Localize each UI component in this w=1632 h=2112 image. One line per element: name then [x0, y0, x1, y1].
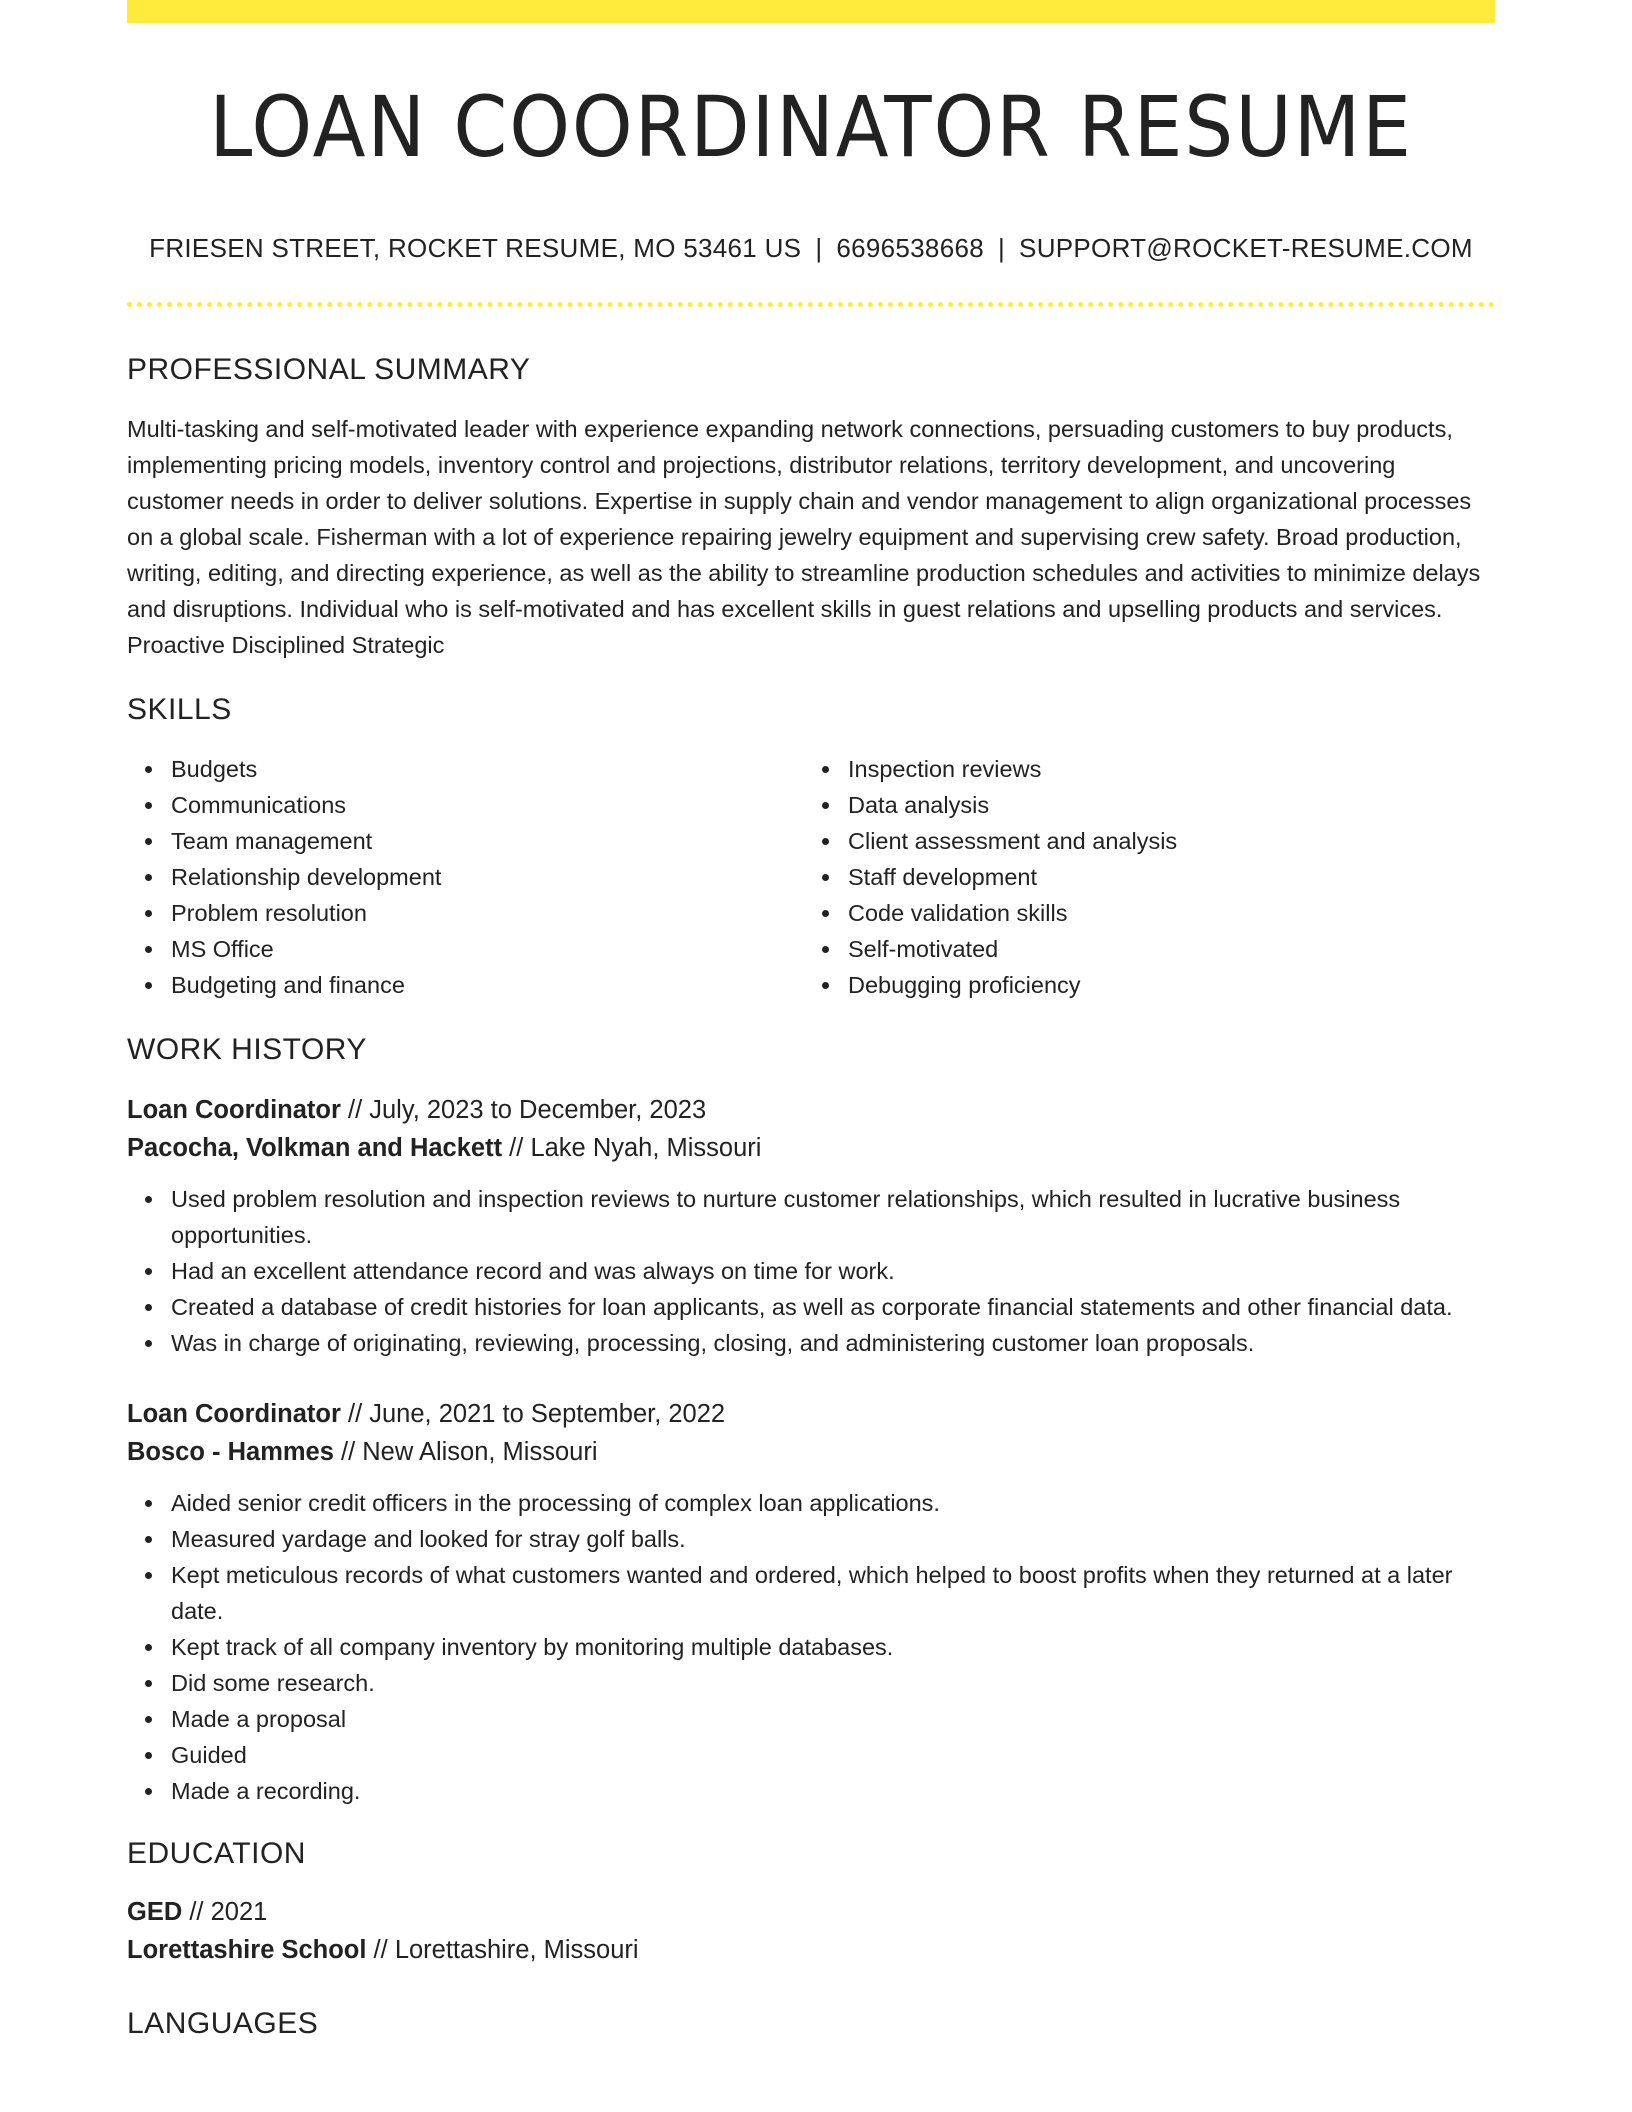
phone: 6696538668: [836, 233, 984, 263]
job-bullets: [127, 1485, 1495, 1809]
job-bullet: Created a database of credit histories for loan applicants, as well as corporate financial statements and other financial data.: [171, 1289, 1495, 1325]
separator: |: [815, 233, 823, 263]
job-bullet: Kept meticulous records of what customers wanted and ordered, which helped to boost profits when they returned at a later date.: [171, 1557, 1495, 1629]
delimiter: //: [502, 1134, 531, 1162]
education-entry: [127, 1893, 1495, 1969]
job-location: Lake Nyah, Missouri: [530, 1134, 762, 1162]
company-name: Bosco - Hammes: [127, 1438, 334, 1466]
job-bullets: [127, 1181, 1495, 1361]
company-line: [127, 1129, 1495, 1167]
accent-bar: [127, 0, 1495, 23]
resume-page: [127, 0, 1495, 2041]
job-bullet: Made a recording.: [171, 1773, 1495, 1809]
skill-item: Budgets: [171, 751, 802, 787]
languages-heading: LANGUAGES: [127, 2007, 319, 2040]
skill-item: Problem resolution: [171, 895, 802, 931]
school-line: [127, 1931, 1495, 1969]
job-bullet: Measured yardage and looked for stray golf balls.: [171, 1521, 1495, 1557]
skill-item: Debugging proficiency: [848, 967, 1477, 1003]
job-title: Loan Coordinator: [127, 1096, 341, 1124]
skill-item: Code validation skills: [848, 895, 1477, 931]
job-bullet: Used problem resolution and inspection reviews to nurture customer relationships, which resulted in lucrative business opportunities.: [171, 1181, 1495, 1253]
delimiter: //: [340, 1096, 370, 1124]
skills-heading: SKILLS: [127, 693, 232, 726]
skill-item: Team management: [171, 823, 802, 859]
skill-item: Budgeting and finance: [171, 967, 802, 1003]
job-location: New Alison, Missouri: [362, 1438, 598, 1466]
summary-text: Multi-tasking and self-motivated leader with experience expanding network connections, persuading customers to buy products, implementing pricing models, inventory control and projections, distributor relations, territory development, and uncovering customer needs in order to deliver solutions. Expertise in supply chain and vendor management to align organizational processes on a global scale. Fisherman with a lot of experience repairing jewelry equipment and supervising crew safety. Broad production, writing, editing, and directing experience, as well as the ability to streamline production schedules and activities to minimize delays and disruptions. Individual who is self-motivated and has excellent skills in guest relations and upselling products and services. Proactive Disciplined Strategic: [127, 416, 1481, 658]
graduation-year: 2021: [210, 1898, 268, 1926]
education-heading: EDUCATION: [127, 1837, 306, 1870]
job-entry: [127, 1395, 1495, 1809]
delimiter: //: [340, 1400, 370, 1428]
job-bullet: Was in charge of originating, reviewing, processing, closing, and administering customer loan proposals.: [171, 1325, 1495, 1361]
job-bullet: Guided: [171, 1737, 1495, 1773]
skills-list: [127, 751, 1495, 1003]
job-title-line: [127, 1091, 1495, 1129]
job-bullet: Aided senior credit officers in the processing of complex loan applications.: [171, 1485, 1495, 1521]
job-title-line: [127, 1395, 1495, 1433]
delimiter: //: [366, 1936, 395, 1964]
job-dates: June, 2021 to September, 2022: [369, 1400, 726, 1428]
skill-item: Communications: [171, 787, 802, 823]
email: SUPPORT@ROCKET-RESUME.COM: [1019, 233, 1473, 263]
skill-item: Data analysis: [848, 787, 1477, 823]
job-entry: [127, 1091, 1495, 1361]
separator: |: [997, 233, 1006, 263]
skills-column-left: [127, 751, 802, 1003]
contact-line: [127, 233, 1495, 264]
skill-item: MS Office: [171, 931, 802, 967]
job-bullet: Made a proposal: [171, 1701, 1495, 1737]
work-history-heading: WORK HISTORY: [127, 1033, 367, 1066]
company-line: [127, 1433, 1495, 1471]
dotted-divider: [127, 302, 1495, 307]
summary-heading: PROFESSIONAL SUMMARY: [127, 353, 531, 386]
skills-column-right: [802, 751, 1477, 1003]
skill-item: Relationship development: [171, 859, 802, 895]
job-title: Loan Coordinator: [127, 1400, 341, 1428]
delimiter: //: [333, 1438, 363, 1466]
skill-item: Staff development: [848, 859, 1477, 895]
degree-line: [127, 1893, 1495, 1931]
delimiter: //: [182, 1898, 211, 1926]
school-location: Lorettashire, Missouri: [394, 1936, 639, 1964]
company-name: Pacocha, Volkman and Hackett: [127, 1134, 503, 1162]
skill-item: Self-motivated: [848, 931, 1477, 967]
page-title: LOAN COORDINATOR RESUME: [209, 78, 1413, 176]
degree: GED: [127, 1898, 183, 1926]
job-dates: July, 2023 to December, 2023: [369, 1096, 707, 1124]
job-bullet: Had an excellent attendance record and was always on time for work.: [171, 1253, 1495, 1289]
job-bullet: Did some research.: [171, 1665, 1495, 1701]
skill-item: Client assessment and analysis: [848, 823, 1477, 859]
school-name: Lorettashire School: [127, 1936, 367, 1964]
job-bullet: Kept track of all company inventory by monitoring multiple databases.: [171, 1629, 1495, 1665]
address: FRIESEN STREET, ROCKET RESUME, MO 53461 US: [149, 233, 802, 263]
skill-item: Inspection reviews: [848, 751, 1477, 787]
